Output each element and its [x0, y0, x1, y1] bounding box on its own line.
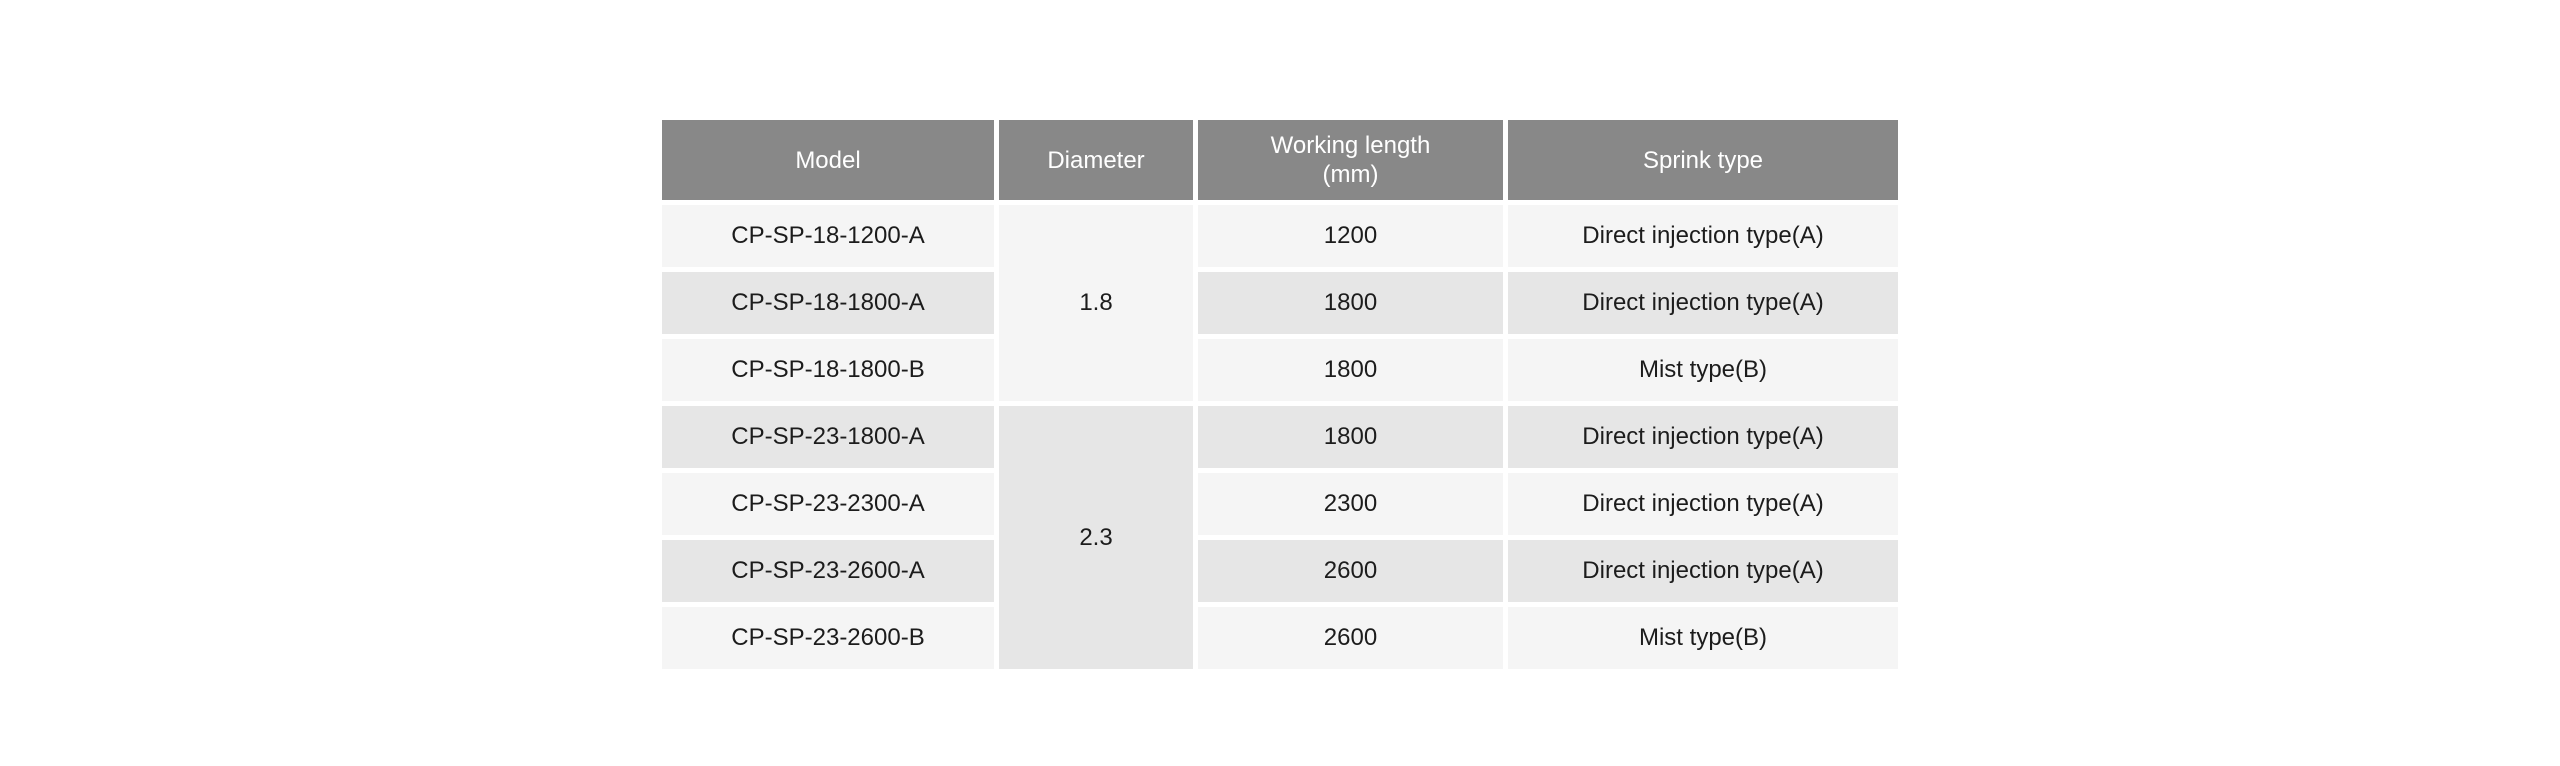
cell-type: Mist type(B): [1508, 607, 1898, 669]
cell-diameter-group: 1.8: [999, 205, 1193, 401]
cell-type: Direct injection type(A): [1508, 540, 1898, 602]
cell-length: 2600: [1198, 540, 1503, 602]
cell-type: Direct injection type(A): [1508, 406, 1898, 468]
table-row: [662, 339, 1898, 401]
cell-length: 1800: [1198, 339, 1503, 401]
cell-length: 1800: [1198, 406, 1503, 468]
cell-type: Direct injection type(A): [1508, 205, 1898, 267]
cell-length: 1200: [1198, 205, 1503, 267]
header-working-length-line1: Working length: [1270, 132, 1431, 159]
cell-model: CP-SP-18-1800-A: [662, 272, 994, 334]
cell-model: CP-SP-23-2600-A: [662, 540, 994, 602]
cell-length: 1800: [1198, 272, 1503, 334]
cell-model: CP-SP-23-2300-A: [662, 473, 994, 535]
cell-type: Direct injection type(A): [1508, 473, 1898, 535]
header-working-length: [1198, 120, 1503, 200]
spec-table-container: [662, 120, 1898, 669]
cell-model: CP-SP-18-1800-B: [662, 339, 994, 401]
table-header-row: [662, 120, 1898, 200]
cell-length: 2300: [1198, 473, 1503, 535]
cell-model: CP-SP-18-1200-A: [662, 205, 994, 267]
header-diameter: Diameter: [999, 120, 1193, 200]
table-row: [662, 205, 1898, 267]
cell-model: CP-SP-23-2600-B: [662, 607, 994, 669]
cell-type: Mist type(B): [1508, 339, 1898, 401]
sprinkler-spec-table: [657, 115, 1903, 674]
cell-type: Direct injection type(A): [1508, 272, 1898, 334]
header-model: Model: [662, 120, 994, 200]
cell-length: 2600: [1198, 607, 1503, 669]
table-row: [662, 406, 1898, 468]
cell-diameter-group: 2.3: [999, 406, 1193, 669]
table-row: [662, 540, 1898, 602]
table-row: [662, 607, 1898, 669]
cell-model: CP-SP-23-1800-A: [662, 406, 994, 468]
header-sprink-type: Sprink type: [1508, 120, 1898, 200]
table-row: [662, 272, 1898, 334]
header-working-length-unit: (mm): [1322, 161, 1379, 188]
table-row: [662, 473, 1898, 535]
